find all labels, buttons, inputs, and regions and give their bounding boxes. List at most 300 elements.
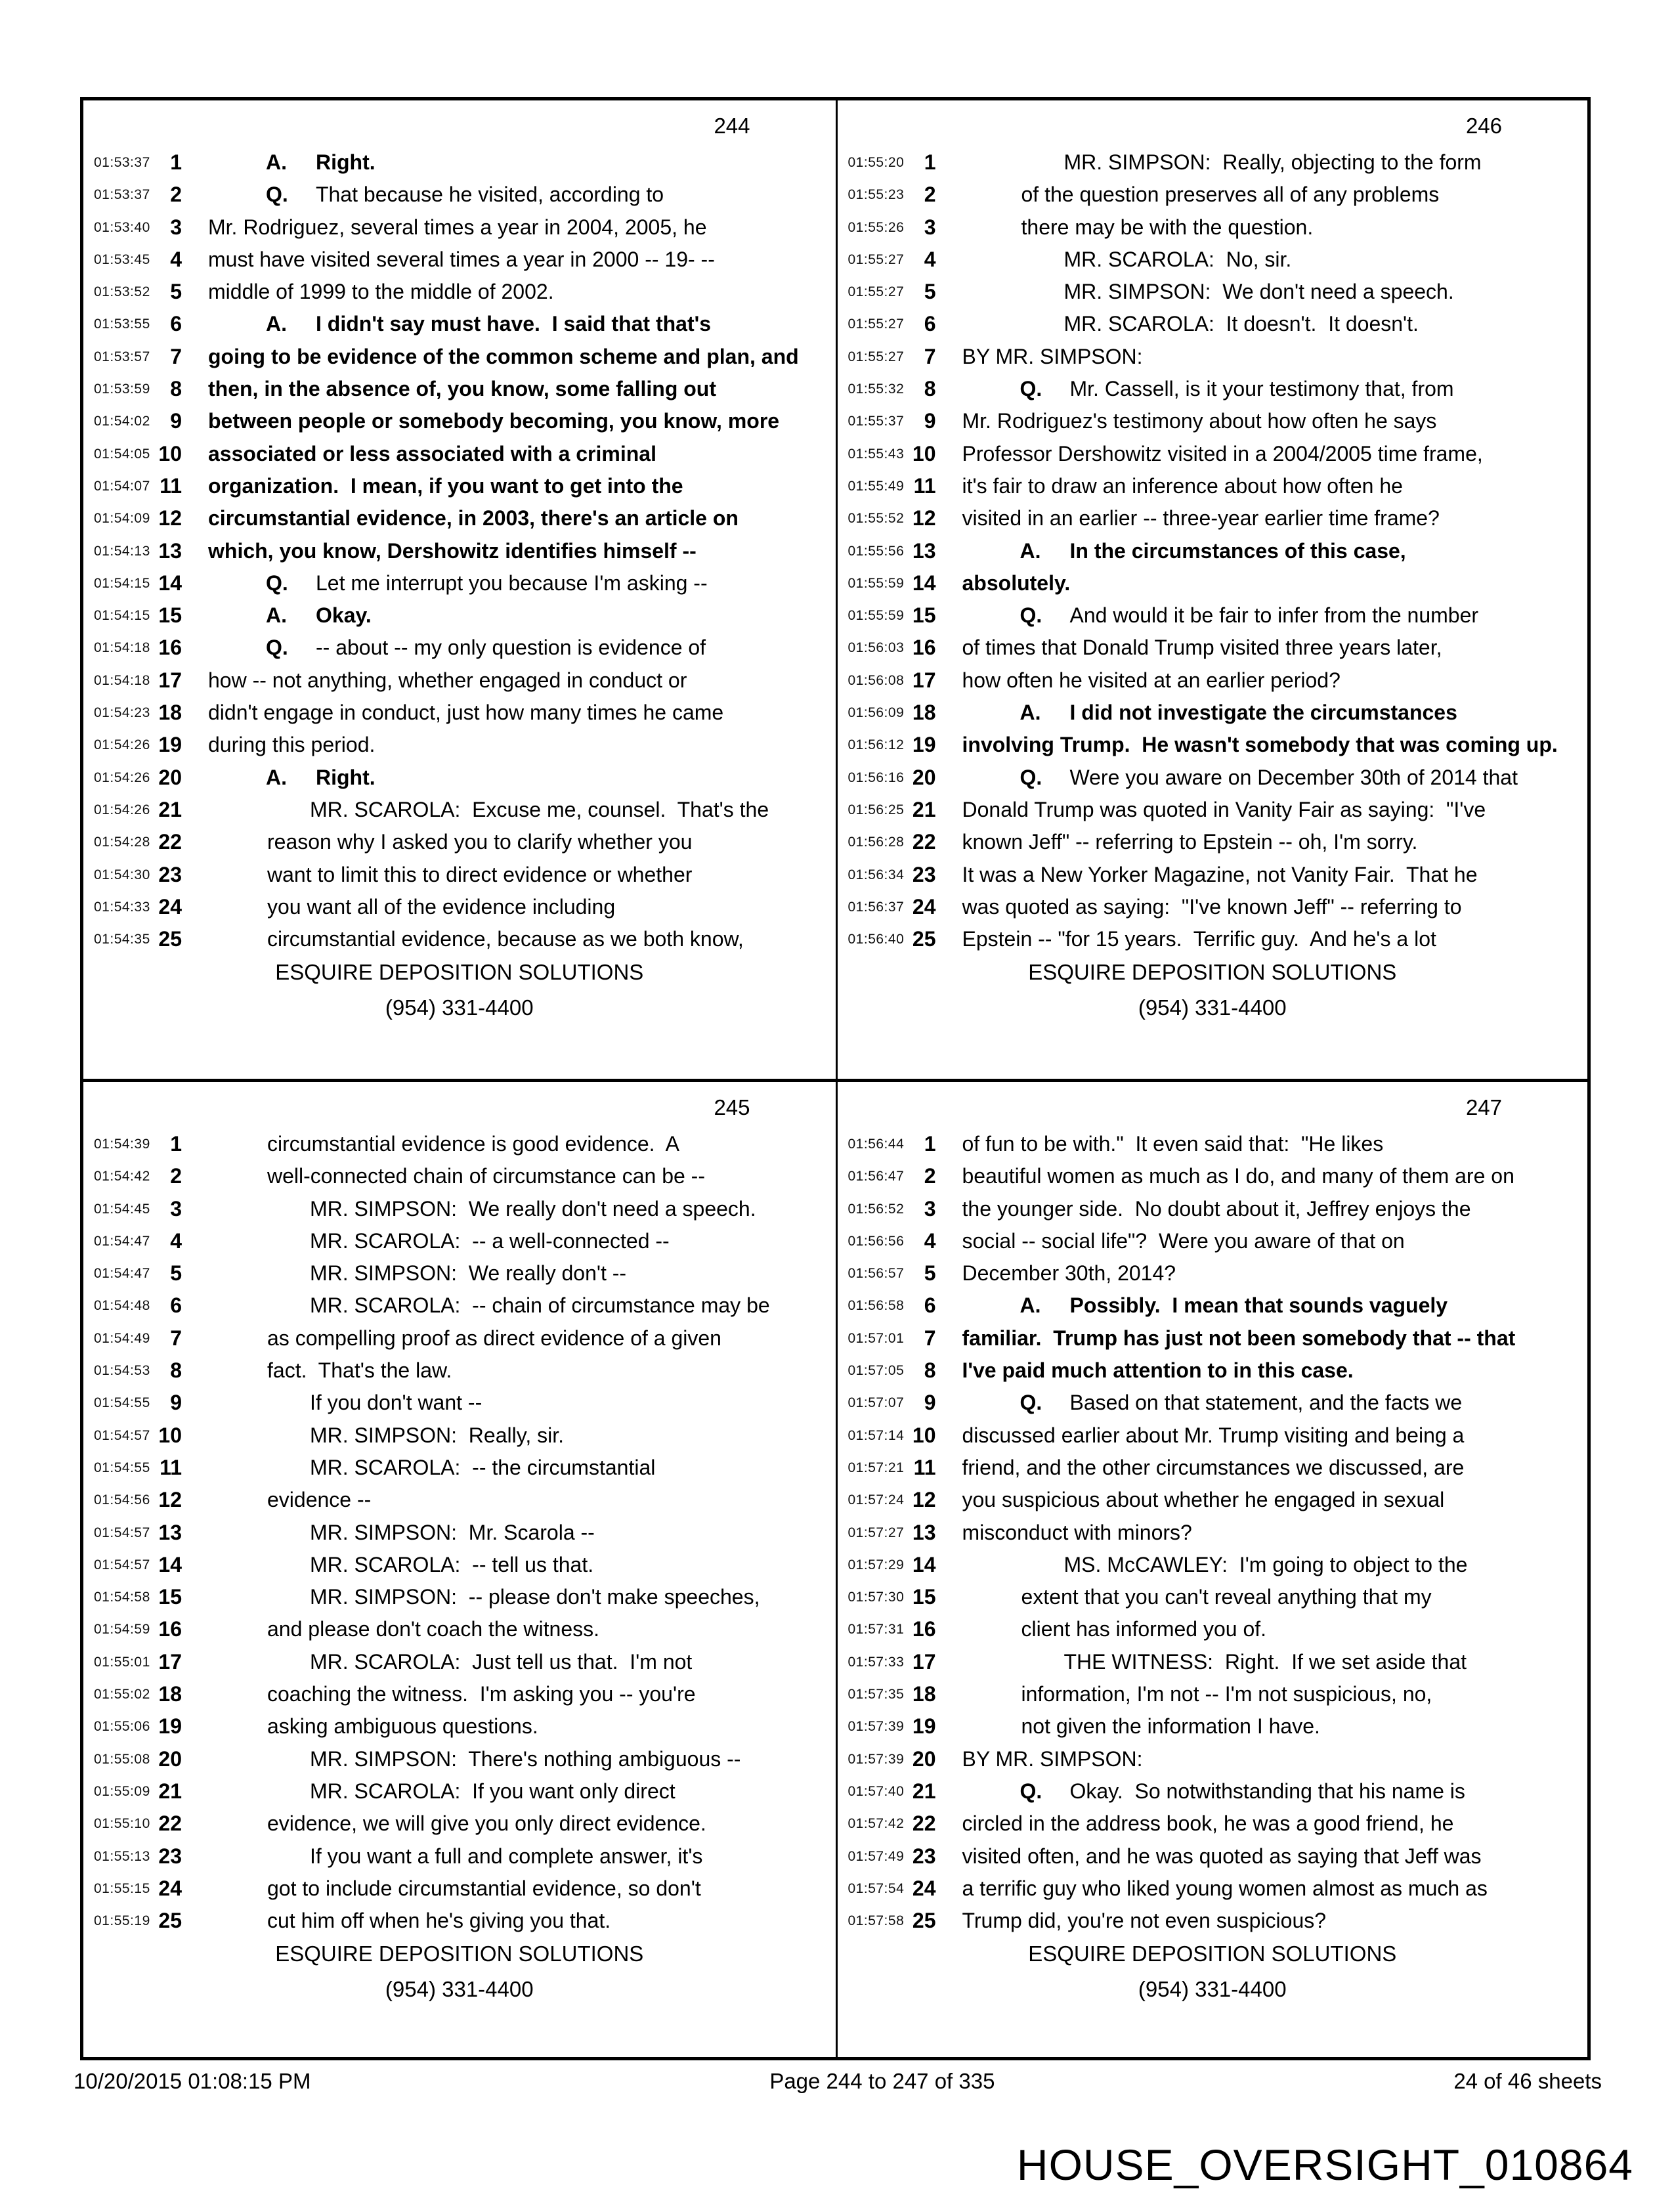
line-text: going to be evidence of the common scheme and plan, and bbox=[208, 344, 799, 368]
line-text: MR. SCAROLA: Just tell us that. I'm not bbox=[310, 1649, 693, 1674]
line-timestamp: 01:56:44 bbox=[848, 1137, 905, 1152]
line-number: 4 bbox=[924, 1228, 936, 1253]
qa-label: A. bbox=[266, 150, 287, 174]
line-text: got to include circumstantial evidence, so don't bbox=[267, 1876, 701, 1900]
transcript-line bbox=[83, 567, 836, 599]
line-text: associated or less associated with a criminal bbox=[208, 441, 656, 466]
transcript-line bbox=[83, 146, 836, 179]
transcript-line bbox=[83, 1193, 836, 1225]
line-timestamp: 01:55:27 bbox=[848, 349, 905, 364]
line-text: MR. SCAROLA: It doesn't. It doesn't. bbox=[1063, 312, 1419, 336]
line-text: MR. SCAROLA: -- the circumstantial bbox=[310, 1455, 656, 1479]
line-number: 2 bbox=[924, 1164, 936, 1188]
line-text: familiar. Trump has just not been somebody that -- that bbox=[962, 1326, 1516, 1350]
transcript-line bbox=[83, 697, 836, 729]
line-number: 20 bbox=[912, 765, 936, 789]
qa-label: Q. bbox=[1019, 1779, 1042, 1803]
line-text: how -- not anything, whether engaged in conduct or bbox=[208, 668, 687, 692]
line-timestamp: 01:53:55 bbox=[94, 316, 150, 332]
transcript-line bbox=[83, 599, 836, 632]
line-number: 9 bbox=[924, 409, 936, 433]
transcript-line bbox=[838, 1322, 1588, 1355]
line-text: evidence -- bbox=[267, 1488, 372, 1512]
line-timestamp: 01:55:01 bbox=[94, 1654, 150, 1670]
line-timestamp: 01:57:42 bbox=[848, 1816, 905, 1832]
line-text: then, in the absence of, you know, some falling out bbox=[208, 377, 716, 401]
transcript-line bbox=[838, 276, 1588, 308]
transcript-line bbox=[83, 923, 836, 955]
transcript-line bbox=[83, 729, 836, 761]
line-timestamp: 01:57:58 bbox=[848, 1913, 905, 1929]
line-number: 3 bbox=[170, 1196, 182, 1221]
line-timestamp: 01:57:54 bbox=[848, 1880, 905, 1896]
transcript-line bbox=[838, 923, 1588, 955]
transcript-line bbox=[838, 762, 1588, 794]
line-timestamp: 01:55:37 bbox=[848, 414, 905, 429]
line-number: 20 bbox=[912, 1746, 936, 1771]
line-timestamp: 01:57:35 bbox=[848, 1687, 905, 1702]
line-timestamp: 01:54:49 bbox=[94, 1330, 150, 1346]
transcript-line bbox=[838, 1775, 1588, 1808]
line-timestamp: 01:56:58 bbox=[848, 1298, 905, 1314]
line-timestamp: 01:54:48 bbox=[94, 1298, 150, 1314]
line-number: 18 bbox=[158, 701, 182, 725]
line-timestamp: 01:57:30 bbox=[848, 1590, 905, 1605]
line-timestamp: 01:57:07 bbox=[848, 1395, 905, 1411]
line-text: want to limit this to direct evidence or whether bbox=[267, 862, 693, 886]
page-number: 245 bbox=[714, 1095, 750, 1119]
transcript-line bbox=[83, 1160, 836, 1192]
line-text: known Jeff" -- referring to Epstein -- oh, I'm sorry. bbox=[962, 830, 1418, 854]
line-text: of times that Donald Trump visited three years later, bbox=[962, 636, 1442, 660]
transcript-line bbox=[838, 308, 1588, 340]
line-timestamp: 01:56:52 bbox=[848, 1201, 905, 1217]
line-number: 14 bbox=[912, 571, 936, 595]
line-text: MR. SIMPSON: There's nothing ambiguous -- bbox=[310, 1746, 741, 1771]
line-text: MS. McCAWLEY: I'm going to object to the bbox=[1063, 1552, 1468, 1576]
line-text: Mr. Rodriguez's testimony about how often he says bbox=[962, 409, 1437, 433]
line-timestamp: 01:54:30 bbox=[94, 867, 150, 882]
line-timestamp: 01:54:55 bbox=[94, 1460, 150, 1475]
line-text: as compelling proof as direct evidence of a given bbox=[267, 1326, 721, 1350]
line-text: a terrific guy who liked young women almost as much as bbox=[962, 1876, 1488, 1900]
transcript-line bbox=[838, 1257, 1588, 1290]
transcript-line bbox=[838, 1484, 1588, 1516]
line-timestamp: 01:54:33 bbox=[94, 899, 150, 915]
line-text: A. Possibly. I mean that sounds vaguely bbox=[838, 1290, 1588, 1322]
line-number: 19 bbox=[912, 733, 936, 757]
line-timestamp: 01:57:29 bbox=[848, 1557, 905, 1572]
line-number: 19 bbox=[912, 1714, 936, 1739]
qa-label: Q. bbox=[266, 571, 288, 595]
line-number: 24 bbox=[912, 1876, 936, 1900]
transcript-line bbox=[83, 179, 836, 211]
line-timestamp: 01:54:56 bbox=[94, 1492, 150, 1508]
line-text: circled in the address book, he was a good friend, he bbox=[962, 1811, 1454, 1836]
line-text: friend, and the other circumstances we discussed, are bbox=[962, 1455, 1465, 1479]
line-timestamp: 01:54:58 bbox=[94, 1590, 150, 1605]
line-timestamp: 01:55:08 bbox=[94, 1751, 150, 1767]
line-number: 1 bbox=[170, 150, 182, 174]
transcript-line bbox=[838, 1225, 1588, 1257]
line-number: 1 bbox=[924, 150, 936, 174]
transcript-line bbox=[83, 1420, 836, 1452]
line-text: involving Trump. He wasn't somebody that was coming up. bbox=[962, 733, 1558, 757]
line-text: MR. SIMPSON: We really don't need a speech. bbox=[310, 1196, 756, 1221]
line-number: 6 bbox=[924, 1293, 936, 1318]
line-timestamp: 01:55:20 bbox=[848, 155, 905, 170]
transcript-line bbox=[838, 1193, 1588, 1225]
line-text: A. In the circumstances of this case, bbox=[838, 535, 1588, 567]
qa-label: Q. bbox=[266, 183, 288, 207]
vendor-phone: (954) 331-4400 bbox=[385, 1977, 534, 2001]
line-timestamp: 01:54:47 bbox=[94, 1266, 150, 1282]
line-text: MR. SIMPSON: Really, sir. bbox=[310, 1423, 565, 1447]
line-timestamp: 01:54:18 bbox=[94, 640, 150, 656]
line-timestamp: 01:54:47 bbox=[94, 1233, 150, 1249]
qa-label: A. bbox=[266, 312, 287, 336]
transcript-line bbox=[838, 1452, 1588, 1484]
line-text: If you don't want -- bbox=[310, 1391, 483, 1415]
qa-label: A. bbox=[1019, 538, 1041, 563]
line-text: MR. SCAROLA: Excuse me, counsel. That's the bbox=[310, 797, 769, 821]
transcript-line bbox=[83, 664, 836, 697]
line-number: 10 bbox=[912, 1423, 936, 1447]
line-text: It was a New Yorker Magazine, not Vanity Fair. That he bbox=[962, 862, 1478, 886]
line-text: Trump did, you're not even suspicious? bbox=[962, 1909, 1327, 1933]
line-text: MR. SIMPSON: Mr. Scarola -- bbox=[310, 1520, 595, 1544]
vendor-name: ESQUIRE DEPOSITION SOLUTIONS bbox=[1028, 1941, 1397, 1966]
line-timestamp: 01:54:35 bbox=[94, 932, 150, 947]
line-timestamp: 01:56:37 bbox=[848, 899, 905, 915]
line-timestamp: 01:55:56 bbox=[848, 543, 905, 559]
line-timestamp: 01:57:39 bbox=[848, 1719, 905, 1735]
line-number: 4 bbox=[170, 1228, 182, 1253]
line-number: 9 bbox=[170, 1391, 182, 1415]
line-timestamp: 01:56:47 bbox=[848, 1169, 905, 1184]
transcript-line bbox=[838, 1581, 1588, 1613]
line-timestamp: 01:56:08 bbox=[848, 672, 905, 688]
line-number: 2 bbox=[924, 183, 936, 207]
line-timestamp: 01:56:09 bbox=[848, 705, 905, 721]
line-number: 13 bbox=[158, 1520, 182, 1544]
line-number: 13 bbox=[912, 1520, 936, 1544]
line-text: the younger side. No doubt about it, Jeffrey enjoys the bbox=[962, 1196, 1471, 1221]
line-text: MR. SCAROLA: -- a well-connected -- bbox=[310, 1228, 670, 1253]
line-number: 8 bbox=[170, 1358, 182, 1383]
line-timestamp: 01:54:26 bbox=[94, 737, 150, 753]
transcript-lines bbox=[83, 146, 836, 955]
transcript-line bbox=[83, 859, 836, 891]
line-number: 16 bbox=[158, 636, 182, 660]
line-timestamp: 01:57:05 bbox=[848, 1363, 905, 1379]
line-text: you want all of the evidence including bbox=[267, 894, 616, 919]
line-text: organization. I mean, if you want to get into the bbox=[208, 473, 683, 498]
line-text: MR. SCAROLA: -- tell us that. bbox=[310, 1552, 594, 1576]
line-timestamp: 01:57:33 bbox=[848, 1654, 905, 1670]
transcript-line bbox=[83, 470, 836, 502]
transcript-line bbox=[83, 826, 836, 858]
line-timestamp: 01:57:39 bbox=[848, 1751, 905, 1767]
line-timestamp: 01:55:02 bbox=[94, 1687, 150, 1702]
line-number: 10 bbox=[158, 441, 182, 466]
line-timestamp: 01:57:40 bbox=[848, 1783, 905, 1799]
line-timestamp: 01:54:23 bbox=[94, 705, 150, 721]
transcript-line bbox=[83, 1322, 836, 1355]
transcript-line bbox=[838, 341, 1588, 373]
line-text: THE WITNESS: Right. If we set aside that bbox=[1063, 1649, 1467, 1674]
line-text: asking ambiguous questions. bbox=[267, 1714, 538, 1739]
transcript-lines bbox=[83, 1128, 836, 1937]
line-number: 5 bbox=[924, 1261, 936, 1286]
line-timestamp: 01:55:27 bbox=[848, 251, 905, 267]
line-number: 14 bbox=[912, 1552, 936, 1576]
line-number: 19 bbox=[158, 1714, 182, 1739]
transcript-line bbox=[83, 1873, 836, 1905]
line-number: 23 bbox=[912, 1844, 936, 1868]
line-number: 17 bbox=[912, 668, 936, 692]
transcript-line bbox=[83, 502, 836, 534]
line-text: A. Right. bbox=[83, 762, 836, 794]
transcript-line bbox=[838, 1678, 1588, 1710]
line-number: 23 bbox=[158, 1844, 182, 1868]
transcript-line bbox=[838, 1743, 1588, 1775]
line-text: MR. SCAROLA: If you want only direct bbox=[310, 1779, 676, 1803]
line-number: 11 bbox=[160, 473, 182, 498]
transcript-line bbox=[83, 1710, 836, 1743]
qa-label: Q. bbox=[266, 636, 288, 660]
line-timestamp: 01:54:59 bbox=[94, 1622, 150, 1637]
qa-label: A. bbox=[266, 765, 287, 789]
footer-sheet-count: 24 of 46 sheets bbox=[1453, 2069, 1602, 2093]
line-number: 21 bbox=[912, 797, 936, 821]
line-number: 13 bbox=[912, 538, 936, 563]
line-timestamp: 01:54:05 bbox=[94, 446, 150, 462]
line-timestamp: 01:55:13 bbox=[94, 1848, 150, 1864]
line-number: 22 bbox=[158, 830, 182, 854]
transcript-line bbox=[838, 438, 1588, 470]
line-text: well-connected chain of circumstance can be -- bbox=[267, 1164, 705, 1188]
transcript-line bbox=[83, 1290, 836, 1322]
line-number: 18 bbox=[912, 1682, 936, 1706]
line-timestamp: 01:54:18 bbox=[94, 672, 150, 688]
line-number: 11 bbox=[913, 473, 936, 498]
transcript-line bbox=[83, 794, 836, 826]
line-text: of the question preserves all of any problems bbox=[1021, 183, 1440, 207]
line-number: 9 bbox=[170, 409, 182, 433]
line-text: misconduct with minors? bbox=[962, 1520, 1192, 1544]
line-text: BY MR. SIMPSON: bbox=[962, 1746, 1143, 1771]
transcript-lines bbox=[838, 146, 1588, 955]
line-timestamp: 01:55:59 bbox=[848, 575, 905, 591]
line-number: 16 bbox=[912, 1617, 936, 1641]
transcript-grid bbox=[80, 97, 1591, 2060]
transcript-line bbox=[838, 1160, 1588, 1192]
line-text: Q. Mr. Cassell, is it your testimony that, from bbox=[838, 373, 1588, 405]
transcript-line bbox=[838, 502, 1588, 534]
line-number: 3 bbox=[924, 215, 936, 239]
transcript-line bbox=[838, 1355, 1588, 1387]
line-text: information, I'm not -- I'm not suspicious, no, bbox=[1021, 1682, 1432, 1706]
line-number: 24 bbox=[158, 1876, 182, 1900]
transcript-line bbox=[838, 1905, 1588, 1937]
line-number: 22 bbox=[158, 1811, 182, 1836]
line-text: reason why I asked you to clarify whether you bbox=[267, 830, 693, 854]
line-timestamp: 01:54:57 bbox=[94, 1525, 150, 1540]
transcript-line bbox=[83, 211, 836, 244]
transcript-line bbox=[83, 1905, 836, 1937]
line-timestamp: 01:55:32 bbox=[848, 381, 905, 397]
transcript-line bbox=[83, 762, 836, 794]
line-text: must have visited several times a year in 2000 -- 19- -- bbox=[208, 247, 715, 271]
transcript-line bbox=[83, 276, 836, 308]
line-number: 23 bbox=[158, 862, 182, 886]
transcript-line bbox=[83, 308, 836, 340]
qa-label: A. bbox=[1019, 1293, 1041, 1318]
line-number: 20 bbox=[158, 765, 182, 789]
line-text: you suspicious about whether he engaged in sexual bbox=[962, 1488, 1445, 1512]
line-text: visited often, and he was quoted as saying that Jeff was bbox=[962, 1844, 1482, 1868]
line-timestamp: 01:54:13 bbox=[94, 543, 150, 559]
line-number: 9 bbox=[924, 1391, 936, 1415]
line-number: 7 bbox=[170, 1326, 182, 1350]
transcript-page-245 bbox=[83, 1079, 836, 2057]
page-number: 246 bbox=[1465, 114, 1502, 138]
line-timestamp: 01:56:56 bbox=[848, 1233, 905, 1249]
line-number: 5 bbox=[170, 280, 182, 304]
line-text: extent that you can't reveal anything that my bbox=[1021, 1585, 1432, 1609]
transcript-page-246 bbox=[836, 100, 1588, 1079]
line-number: 1 bbox=[170, 1132, 182, 1156]
transcript-lines bbox=[838, 1128, 1588, 1937]
line-timestamp: 01:54:42 bbox=[94, 1169, 150, 1184]
transcript-line bbox=[838, 146, 1588, 179]
line-text: Professor Dershowitz visited in a 2004/2005 time frame, bbox=[962, 441, 1483, 466]
transcript-line bbox=[838, 179, 1588, 211]
line-number: 8 bbox=[170, 377, 182, 401]
line-timestamp: 01:55:09 bbox=[94, 1783, 150, 1799]
line-number: 2 bbox=[170, 1164, 182, 1188]
transcript-line bbox=[838, 1613, 1588, 1645]
page-number: 244 bbox=[714, 114, 750, 138]
transcript-line bbox=[838, 1128, 1588, 1160]
line-number: 10 bbox=[158, 1423, 182, 1447]
line-text: MR. SIMPSON: Really, objecting to the form bbox=[1063, 150, 1482, 174]
line-text: BY MR. SIMPSON: bbox=[962, 344, 1143, 368]
line-timestamp: 01:54:07 bbox=[94, 478, 150, 494]
line-number: 25 bbox=[158, 927, 182, 951]
line-number: 15 bbox=[912, 603, 936, 628]
line-timestamp: 01:55:23 bbox=[848, 187, 905, 203]
line-number: 23 bbox=[912, 862, 936, 886]
line-number: 12 bbox=[912, 506, 936, 531]
transcript-line bbox=[83, 438, 836, 470]
transcript-line bbox=[83, 1775, 836, 1808]
line-text: Q. Were you aware on December 30th of 2014 that bbox=[838, 762, 1588, 794]
qa-label: A. bbox=[1019, 701, 1041, 725]
line-number: 7 bbox=[924, 1326, 936, 1350]
transcript-line bbox=[83, 405, 836, 437]
line-number: 21 bbox=[158, 797, 182, 821]
line-text: Mr. Rodriguez, several times a year in 2004, 2005, he bbox=[208, 215, 707, 239]
line-number: 25 bbox=[158, 1909, 182, 1933]
line-number: 6 bbox=[170, 312, 182, 336]
line-number: 4 bbox=[170, 247, 182, 271]
transcript-line bbox=[838, 535, 1588, 567]
line-text: circumstantial evidence, in 2003, there's an article on bbox=[208, 506, 739, 531]
line-number: 4 bbox=[924, 247, 936, 271]
transcript-line bbox=[838, 729, 1588, 761]
transcript-line bbox=[838, 1420, 1588, 1452]
vendor-phone: (954) 331-4400 bbox=[1138, 1977, 1287, 2001]
transcript-line bbox=[838, 891, 1588, 923]
line-text: MR. SIMPSON: -- please don't make speeches, bbox=[310, 1585, 760, 1609]
line-timestamp: 01:54:57 bbox=[94, 1557, 150, 1572]
line-timestamp: 01:56:40 bbox=[848, 932, 905, 947]
transcript-line bbox=[838, 470, 1588, 502]
line-timestamp: 01:54:28 bbox=[94, 835, 150, 850]
line-timestamp: 01:55:19 bbox=[94, 1913, 150, 1929]
line-text: didn't engage in conduct, just how many times he came bbox=[208, 701, 724, 725]
transcript-line bbox=[838, 794, 1588, 826]
transcript-line bbox=[83, 535, 836, 567]
line-text: client has informed you of. bbox=[1021, 1617, 1267, 1641]
line-timestamp: 01:57:27 bbox=[848, 1525, 905, 1540]
line-timestamp: 01:55:43 bbox=[848, 446, 905, 462]
transcript-line bbox=[838, 567, 1588, 599]
transcript-line bbox=[838, 373, 1588, 405]
line-number: 10 bbox=[912, 441, 936, 466]
line-timestamp: 01:56:03 bbox=[848, 640, 905, 656]
line-number: 12 bbox=[912, 1488, 936, 1512]
transcript-line bbox=[838, 1549, 1588, 1581]
line-number: 21 bbox=[912, 1779, 936, 1803]
transcript-page-247 bbox=[836, 1079, 1588, 2057]
line-text: fact. That's the law. bbox=[267, 1358, 452, 1383]
line-timestamp: 01:55:27 bbox=[848, 316, 905, 332]
line-timestamp: 01:53:59 bbox=[94, 381, 150, 397]
page-number: 247 bbox=[1465, 1095, 1502, 1119]
line-text: Donald Trump was quoted in Vanity Fair as saying: "I've bbox=[962, 797, 1486, 821]
vendor-phone: (954) 331-4400 bbox=[1138, 995, 1287, 1020]
line-text: beautiful women as much as I do, and many of them are on bbox=[962, 1164, 1514, 1188]
line-number: 22 bbox=[912, 830, 936, 854]
line-text: Epstein -- "for 15 years. Terrific guy. And he's a lot bbox=[962, 927, 1436, 951]
transcript-line bbox=[83, 1840, 836, 1873]
transcript-line bbox=[838, 1840, 1588, 1873]
line-timestamp: 01:54:53 bbox=[94, 1363, 150, 1379]
line-timestamp: 01:57:21 bbox=[848, 1460, 905, 1475]
line-text: MR. SCAROLA: -- chain of circumstance may be bbox=[310, 1293, 770, 1318]
line-timestamp: 01:56:28 bbox=[848, 835, 905, 850]
transcript-line bbox=[83, 1808, 836, 1840]
vendor-name: ESQUIRE DEPOSITION SOLUTIONS bbox=[275, 1941, 644, 1966]
line-number: 3 bbox=[924, 1196, 936, 1221]
line-number: 12 bbox=[158, 1488, 182, 1512]
line-timestamp: 01:54:57 bbox=[94, 1427, 150, 1443]
line-number: 17 bbox=[158, 1649, 182, 1674]
line-number: 6 bbox=[924, 312, 936, 336]
line-number: 25 bbox=[912, 927, 936, 951]
transcript-line bbox=[838, 1517, 1588, 1549]
vendor-name: ESQUIRE DEPOSITION SOLUTIONS bbox=[275, 960, 644, 984]
line-text: December 30th, 2014? bbox=[962, 1261, 1176, 1286]
line-timestamp: 01:57:14 bbox=[848, 1427, 905, 1443]
transcript-line bbox=[83, 1646, 836, 1678]
line-timestamp: 01:55:59 bbox=[848, 608, 905, 624]
transcript-line bbox=[83, 1743, 836, 1775]
qa-label: Q. bbox=[1019, 1391, 1042, 1415]
